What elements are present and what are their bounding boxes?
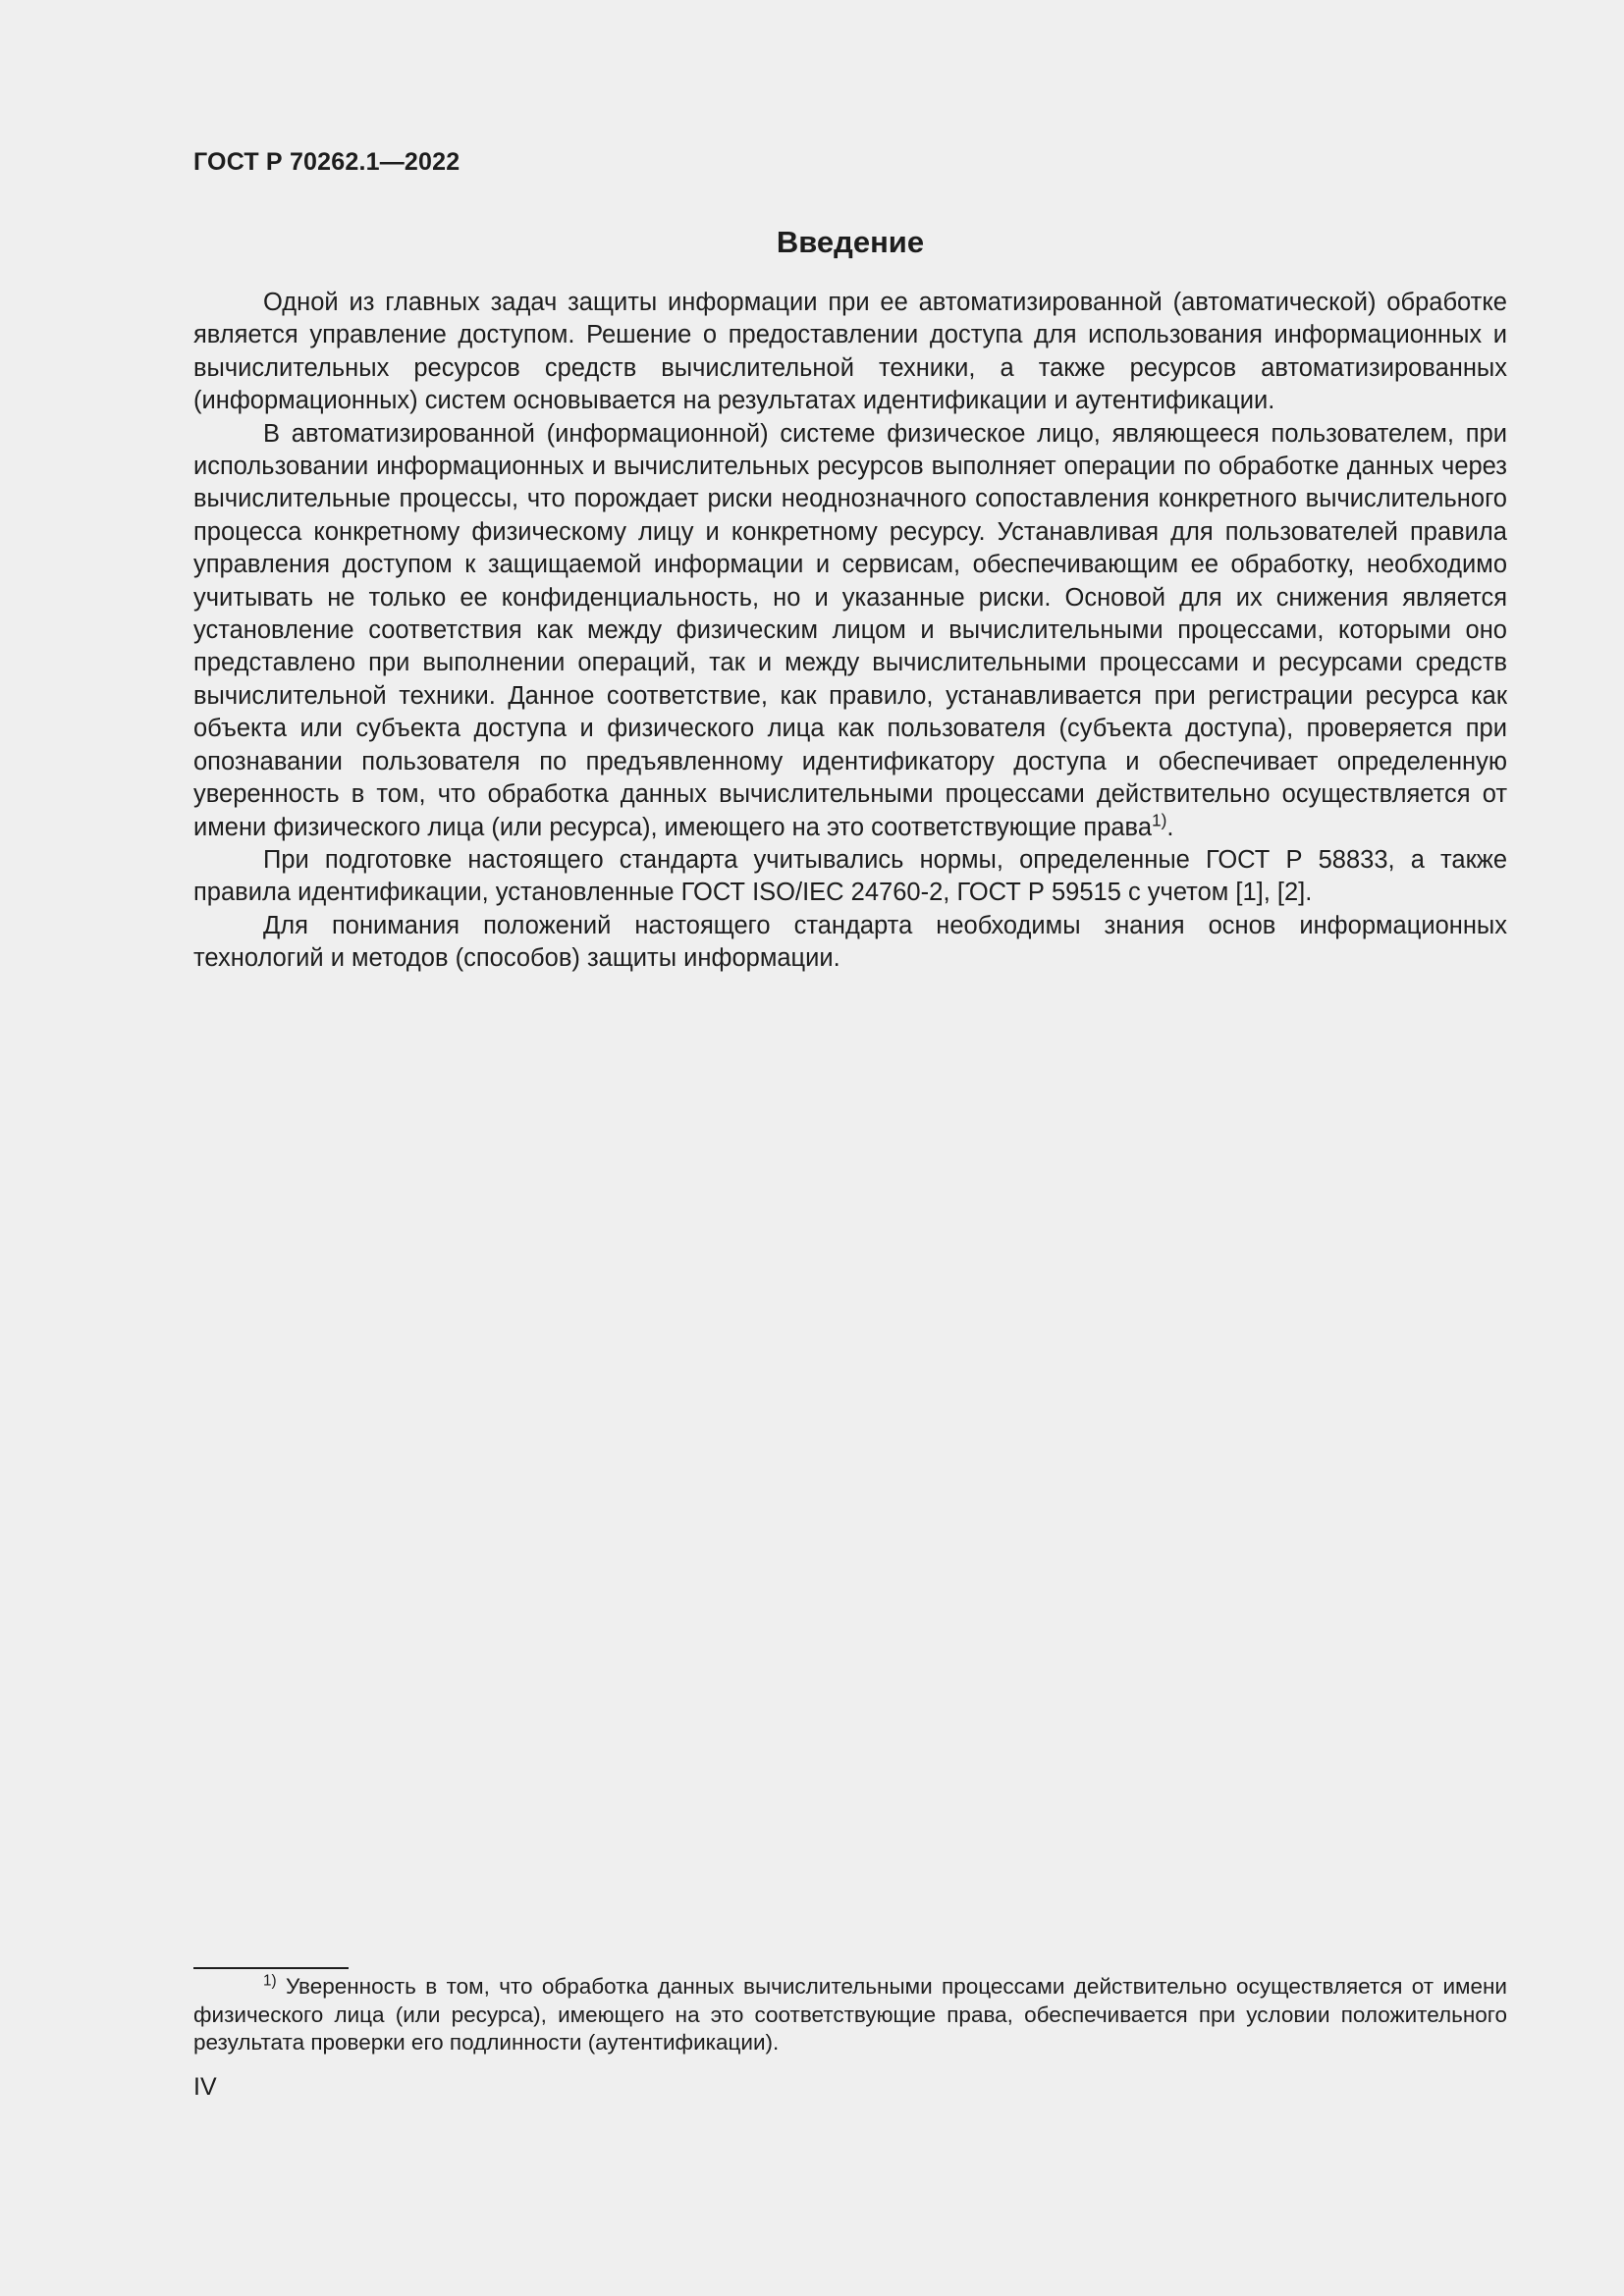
paragraph-text: Для понимания положений настоящего стандарта необходимы знания основ информационных технологий и методов (способов) защиты информации. — [193, 911, 1507, 973]
paragraph — [193, 287, 1507, 418]
paragraph-text: Одной из главных задач защиты информации при ее автоматизированной (автоматической) обработке является управление доступом. Решение о предоставлении доступа для использования информационных и вычислительных ресурсов средств вычислительной техники, а также ресурсов автоматизированных (информационных) систем основывается на результатах идентификации и аутентификации. — [193, 289, 1507, 415]
paragraph — [193, 910, 1507, 976]
page-number: IV — [193, 2073, 217, 2101]
footnote-marker: 1) — [263, 1972, 277, 1990]
paragraph-text: При подготовке настоящего стандарта учитывались нормы, определенные ГОСТ Р 58833, а также правила идентификации, установленные ГОСТ ISO/IEC 24760-2, ГОСТ Р 59515 с учетом [1], [2]. — [193, 845, 1507, 907]
footnote-reference[interactable]: 1) — [1152, 809, 1167, 829]
document-number: ГОСТ Р 70262.1—2022 — [193, 148, 460, 176]
section-title: Введение — [776, 225, 925, 259]
paragraph-tail: . — [1166, 813, 1174, 841]
footnote-text: Уверенность в том, что обработка данных вычислительными процессами действительно осуществляется от имени физического лица (или ресурса), имеющего на это соответствующие права, обеспечивается при условии положительного результата проверки его подлинности (аутентификации). — [193, 1974, 1507, 2055]
footnote-separator — [193, 1967, 349, 1969]
footnote-paragraph — [193, 1973, 1507, 2057]
paragraph — [193, 418, 1507, 844]
paragraph-text: В автоматизированной (информационной) системе физическое лицо, являющееся пользователем, при использовании информационных и вычислительных ресурсов выполняет операции по обработке данных через вычислительные процессы, что порождает риски неоднозначного сопоставления конкретного вычислительного процесса конкретному физическому лицу и конкретному ресурсу. Устанавливая для пользователей правила управления доступом к защищаемой информации и сервисам, обеспечивающим ее обработку, необходимо учитывать не только ее конфиденциальность, но и указанные риски. Основой для их снижения является установление соответствия как между физическим лицом и вычислительными процессами, которыми оно представлено при выполнении операций, так и между вычислительными процессами и ресурсами средств вычислительной техники. Данное соответствие, как правило, устанавливается при регистрации ресурса как объекта или субъекта доступа и физического лица как пользователя (субъекта доступа), проверяется при опознавании пользователя по предъявленному идентификатору доступа и обеспечивает определенную уверенность в том, что обработка данных вычислительными процессами действительно осуществляется от имени физического лица (или ресурса), имеющего на это соответствующие права — [193, 419, 1507, 841]
introduction-body — [193, 287, 1507, 976]
paragraph — [193, 844, 1507, 910]
footnote — [193, 1973, 1507, 2057]
